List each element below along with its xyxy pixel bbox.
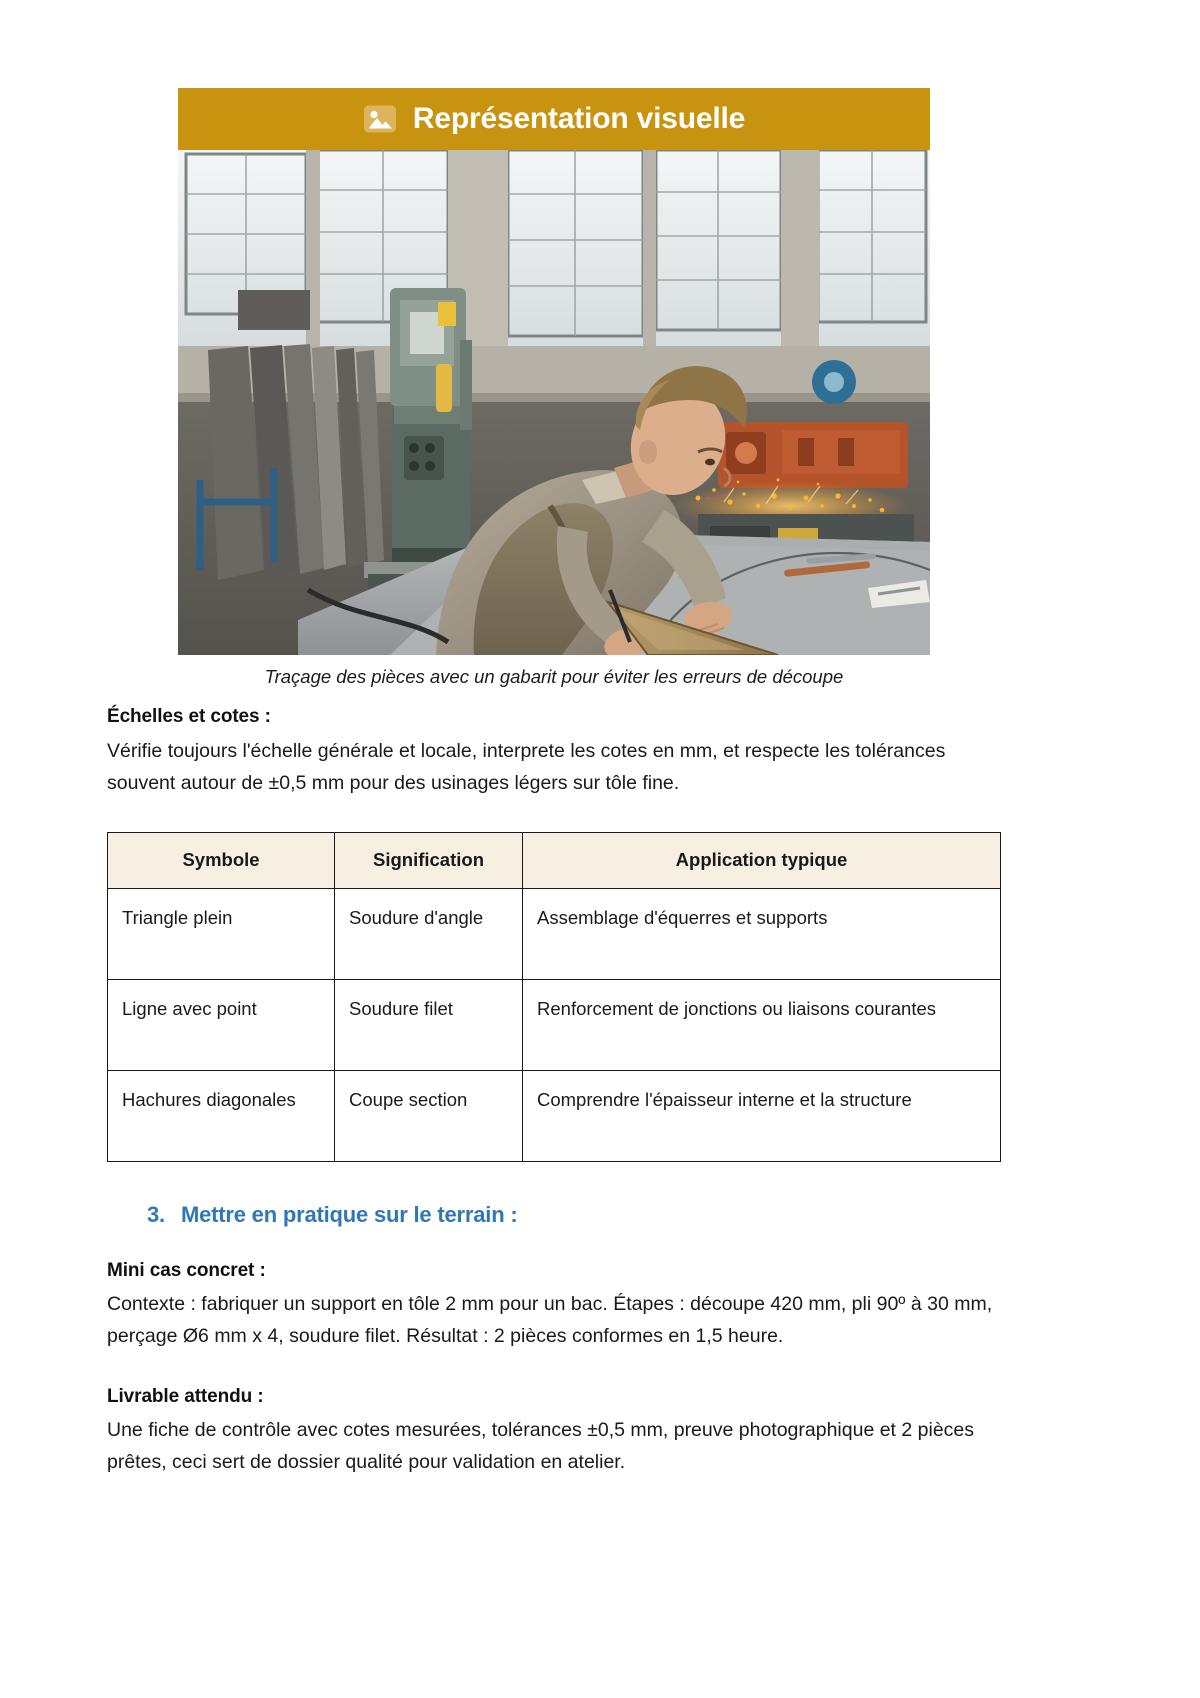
cell-symbole: Triangle plein (108, 888, 335, 979)
heading-echelles-et-cotes: Échelles et cotes : (107, 706, 271, 727)
section-livrable-attendu (107, 1386, 1000, 1478)
table-row (108, 979, 1001, 1070)
cell-signification: Soudure d'angle (335, 888, 523, 979)
table-header-row (108, 833, 1001, 889)
cell-signification: Soudure filet (335, 979, 523, 1070)
image-icon (363, 102, 397, 136)
table-row (108, 1070, 1001, 1161)
workshop-photo (178, 150, 930, 655)
cell-symbole: Ligne avec point (108, 979, 335, 1070)
table-row (108, 888, 1001, 979)
section-banner (178, 88, 930, 150)
numbered-heading-number: 3. (147, 1201, 165, 1227)
cell-application: Assemblage d'équerres et supports (523, 888, 1001, 979)
cell-symbole: Hachures diagonales (108, 1070, 335, 1161)
symbols-table (107, 832, 1001, 1162)
banner-title: Représentation visuelle (412, 102, 746, 135)
numbered-heading-3 (107, 1202, 1000, 1228)
paragraph-mini-cas-concret: Contexte : fabriquer un support en tôle 2 mm pour un bac. Étapes : découpe 420 mm, pli 90º à 30 mm, perçage Ø6 mm x 4, soudure filet. Résultat : 2 pièces conformes en 1,5 heure. (107, 1292, 993, 1347)
figure-caption: Traçage des pièces avec un gabarit pour éviter les erreurs de découpe (264, 666, 844, 687)
cell-application: Comprendre l'épaisseur interne et la structure (523, 1070, 1001, 1161)
cell-signification: Coupe section (335, 1070, 523, 1161)
heading-mini-cas-concret: Mini cas concret : (107, 1259, 266, 1281)
heading-livrable-attendu: Livrable attendu : (107, 1386, 264, 1408)
paragraph-echelles-et-cotes: Vérifie toujours l'échelle générale et locale, interprete les cotes en mm, et respecte les tolérances souvent autour de ±0,5 mm pour des usinages légers sur tôle fine. (107, 740, 946, 794)
numbered-heading-text: Mettre en pratique sur le terrain : (180, 1201, 518, 1227)
document-content (107, 706, 1000, 1478)
cell-application: Renforcement de jonctions ou liaisons courantes (523, 979, 1001, 1070)
figure-block (178, 88, 930, 690)
column-header-signification: Signification (335, 833, 523, 889)
paragraph-livrable-attendu: Une fiche de contrôle avec cotes mesurées, tolérances ±0,5 mm, preuve photographique et 2 pièces prêtes, ceci sert de dossier qualité pour validation en atelier. (107, 1419, 975, 1473)
section-mini-cas-concret (107, 1260, 1000, 1352)
column-header-application: Application typique (523, 833, 1001, 889)
column-header-symbole: Symbole (108, 833, 335, 889)
